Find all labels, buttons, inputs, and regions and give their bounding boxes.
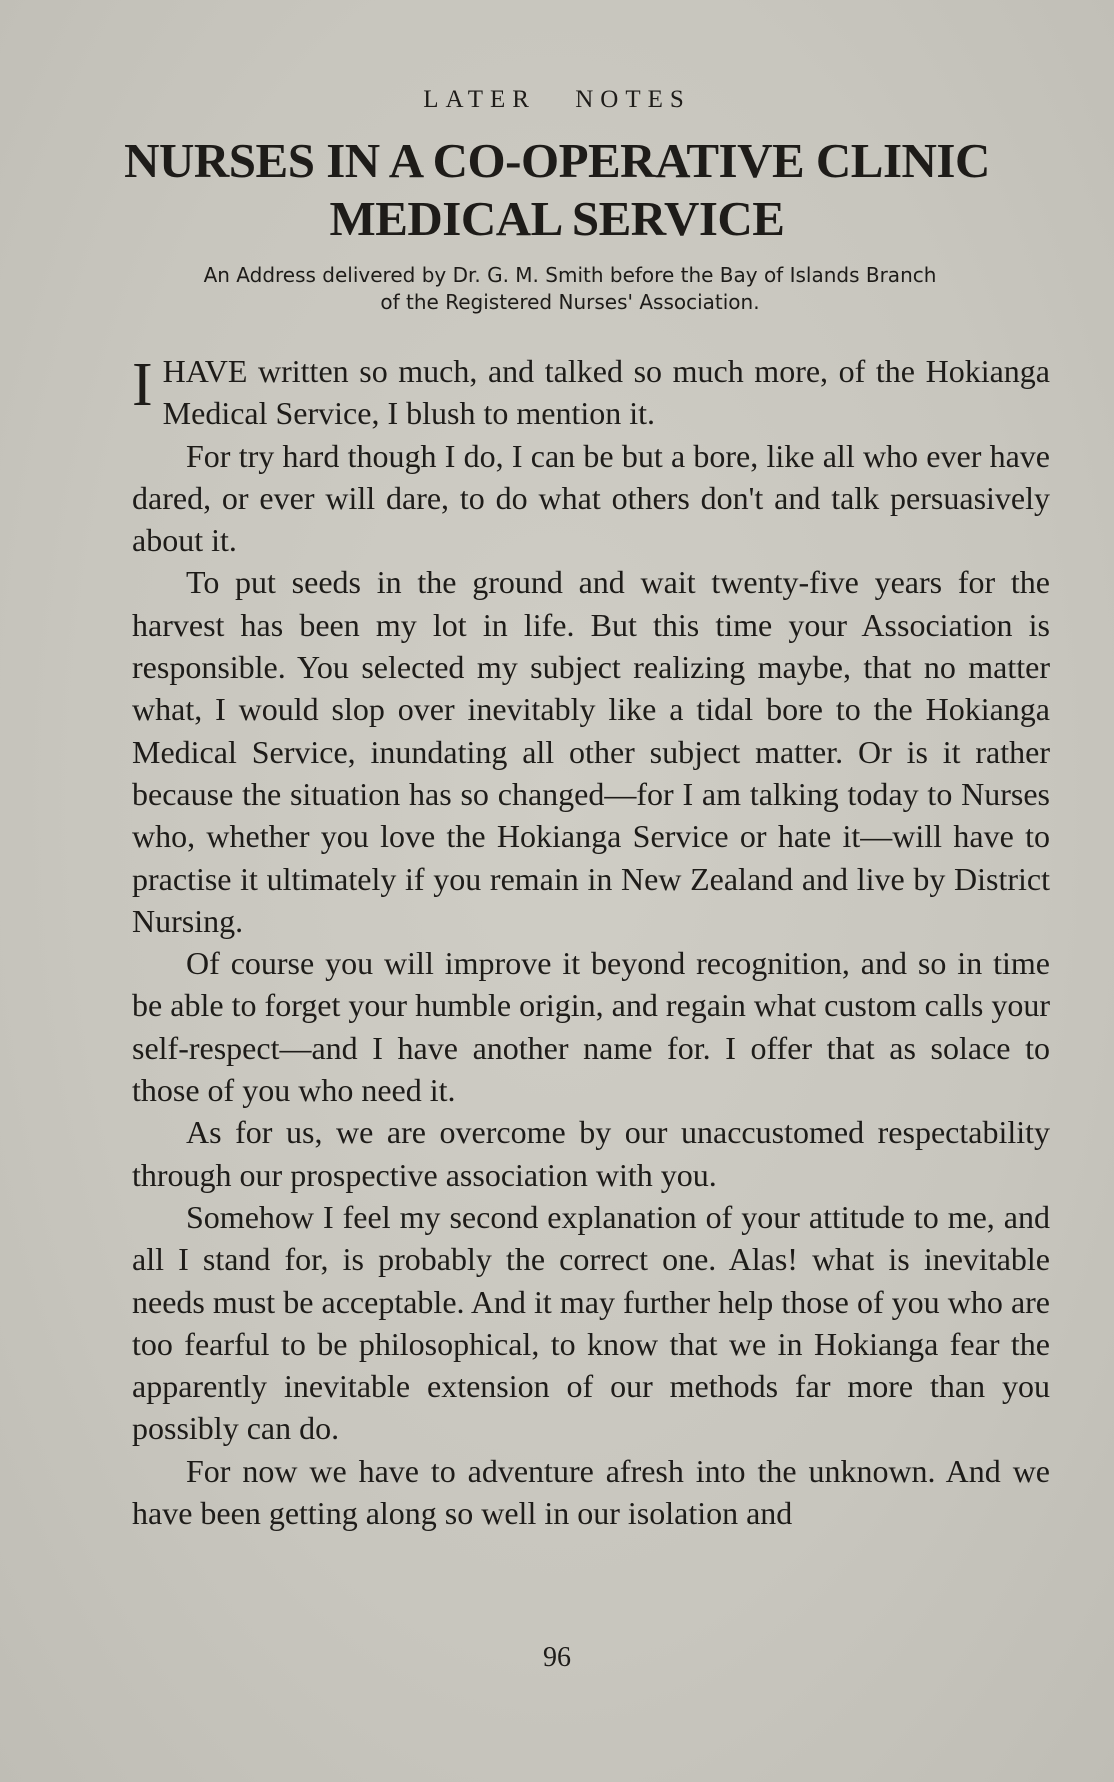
paragraph-4: Of course you will improve it beyond recognition, and so in time be able to forget your humble origin, and regain what custom calls your self-respect—and I have another name for. I offer that as solace to those of you who need it. <box>132 945 1050 1109</box>
article-title-line-2: MEDICAL SERVICE <box>329 191 785 246</box>
page-number: 96 <box>543 1642 571 1673</box>
running-head: LATER NOTES <box>423 86 691 113</box>
article-body <box>132 350 1050 1534</box>
article-subtitle <box>100 262 1040 316</box>
subtitle-line-2: of the Registered Nurses' Association. <box>380 290 760 314</box>
paragraph-3: To put seeds in the ground and wait twenty-five years for the harvest has been my lot in life. But this time your Association is responsible. You selected my subject realizing maybe, that no matter what, I would slop over inevitably like a tidal bore to the Hokianga Medical Service, inundating all other subject matter. Or is it rather because the situation has so changed—for I am talking today to Nurses who, whether you love the Hokianga Service or hate it—will have to practise it ultimately if you remain in New Zealand and live by District Nursing. <box>132 564 1050 939</box>
subtitle-line-1: An Address delivered by Dr. G. M. Smith before the Bay of Islands Branch <box>203 263 937 287</box>
paragraph-5: As for us, we are overcome by our unaccustomed respectability through our prospective association with you. <box>132 1114 1050 1193</box>
paragraph-6: Somehow I feel my second explanation of your attitude to me, and all I stand for, is probably the correct one. Alas! what is inevitable needs must be acceptable. And it may further help those of you who are too fearful to be philosophical, to know that we in Hokianga fear the apparently inevitable extension of our methods far more than you possibly can do. <box>132 1198 1050 1447</box>
article-title-line-1: NURSES IN A CO-OPERATIVE CLINIC <box>124 133 990 188</box>
paragraph-2: For try hard though I do, I can be but a bore, like all who ever have dared, or ever will dare, to do what others don't and talk persuasively about it. <box>132 437 1050 559</box>
paragraph-1 <box>132 350 1050 435</box>
paragraph-7: For now we have to adventure afresh into the unknown. And we have been getting along so well in our isolation and <box>132 1452 1050 1532</box>
drop-cap: I <box>132 351 153 419</box>
article-title <box>60 132 1054 248</box>
paragraph-1-text: HAVE written so much, and talked so much more, of the Hokianga Medical Service, I blush to mention it. <box>162 353 1050 432</box>
